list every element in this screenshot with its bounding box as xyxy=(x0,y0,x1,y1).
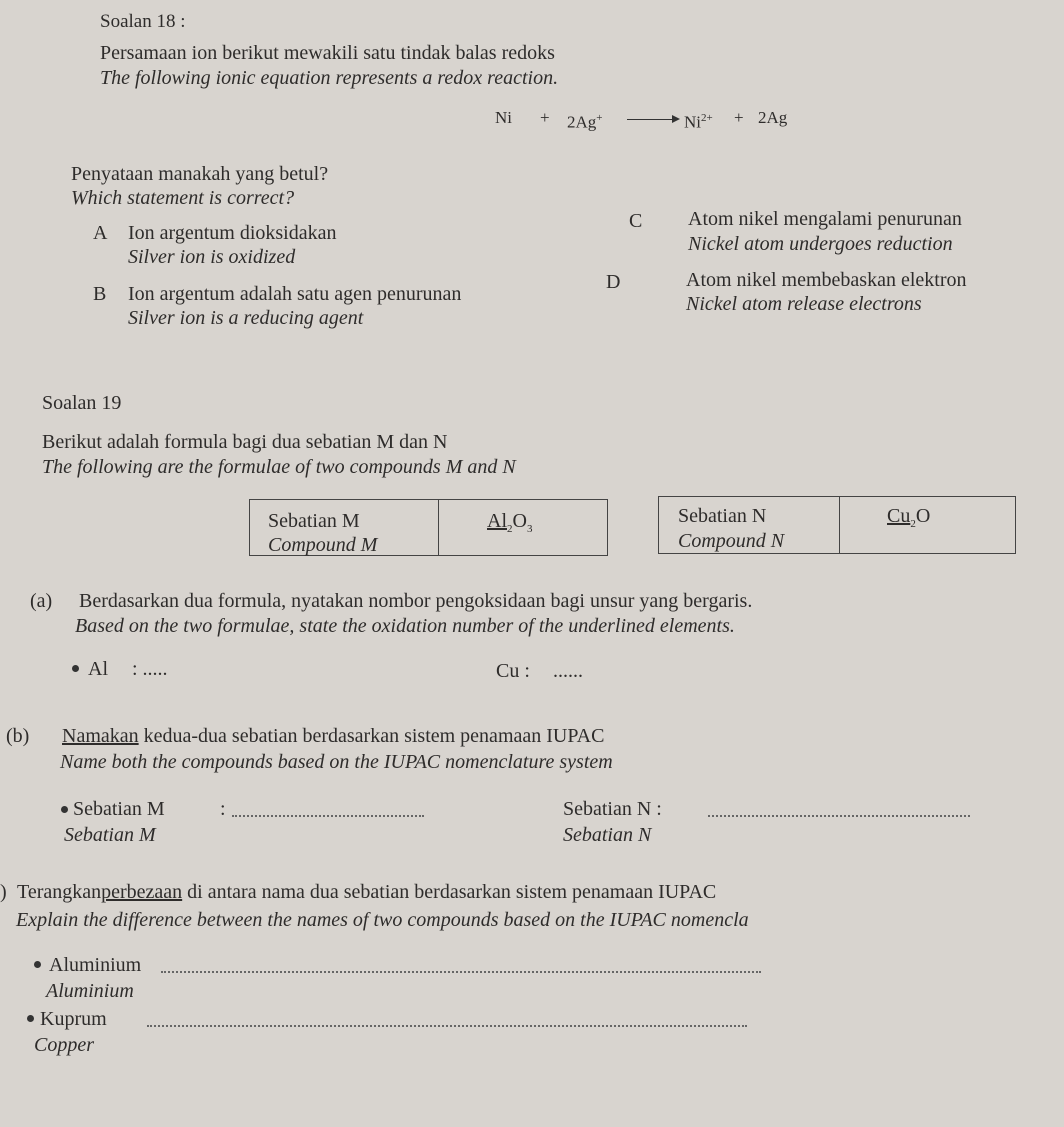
option-c-letter[interactable]: C xyxy=(629,210,643,232)
eq-product2: 2Ag xyxy=(758,108,788,127)
eq-product1: $Ni^{2+}$ xyxy=(684,112,713,132)
q18-question-ms: Penyataan manakah yang betul? xyxy=(71,163,329,185)
option-c-ms: Atom nikel mengalami penurunan xyxy=(688,208,962,230)
q18-title: Soalan 18 : xyxy=(100,11,186,32)
part-c-ms: Terangkanperbezaan di antara nama dua sebatian berdasarkan sistem penamaan IUPAC xyxy=(17,881,717,903)
part-b-n-answer-line[interactable] xyxy=(708,815,970,817)
part-b-number: (b) xyxy=(6,725,30,747)
option-a-ms: Ion argentum dioksidakan xyxy=(128,222,337,244)
q19-stem-ms: Berikut adalah formula bagi dua sebatian M dan N xyxy=(42,431,448,453)
option-a-letter[interactable]: A xyxy=(93,222,108,244)
part-a-ms: Berdasarkan dua formula, nyatakan nombor pengoksidaan bagi unsur yang bergaris. xyxy=(79,590,753,612)
q18-question-en: Which statement is correct? xyxy=(71,187,295,209)
option-c-en: Nickel atom undergoes reduction xyxy=(688,233,953,255)
q18-stem-en: The following ionic equation represents a redox reaction. xyxy=(100,67,559,89)
part-c-item2-answer-line[interactable] xyxy=(147,1025,747,1027)
part-a-cu-answer[interactable]: ...... xyxy=(553,660,583,682)
table-n-formula: $Cu_2O$ xyxy=(887,505,931,530)
reaction-arrow-head xyxy=(672,115,680,123)
option-b-letter[interactable]: B xyxy=(93,283,107,305)
table-n-label-en: Compound N xyxy=(678,530,785,552)
q19-title: Soalan 19 xyxy=(42,392,122,414)
table-m-divider xyxy=(438,499,439,556)
option-d-ms: Atom nikel membebaskan elektron xyxy=(686,269,967,291)
table-n-label-ms: Sebatian N xyxy=(678,505,767,527)
reaction-arrow-line xyxy=(627,119,673,120)
table-m-label-ms: Sebatian M xyxy=(268,510,360,532)
part-b-n-label: Sebatian N : xyxy=(563,798,662,820)
part-b-en: Name both the compounds based on the IUPAC nomenclature system xyxy=(60,751,613,773)
table-m-label-en: Compound M xyxy=(268,534,378,556)
q19-stem-en: The following are the formulae of two compounds M and N xyxy=(42,456,516,478)
table-n-divider xyxy=(839,496,840,554)
option-b-ms: Ion argentum adalah satu agen penurunan xyxy=(128,283,462,305)
part-b-n-en: Sebatian N xyxy=(563,824,652,846)
part-c-number: ) xyxy=(0,881,7,903)
part-a-cu-label: Cu : xyxy=(496,660,530,682)
part-c-en: Explain the difference between the names of two compounds based on the IUPAC nomencla xyxy=(16,909,749,931)
bullet-al xyxy=(72,665,79,672)
bullet-aluminium xyxy=(34,961,41,968)
q18-stem-ms: Persamaan ion berikut mewakili satu tindak balas redoks xyxy=(100,42,555,64)
part-c-item1-ms: Aluminium xyxy=(49,954,142,976)
part-a-en: Based on the two formulae, state the oxidation number of the underlined elements. xyxy=(75,615,735,637)
part-c-item2-en: Copper xyxy=(34,1034,94,1056)
part-c-item1-answer-line[interactable] xyxy=(161,971,761,973)
option-b-en: Silver ion is a reducing agent xyxy=(128,307,364,329)
eq-plus1: + xyxy=(540,108,550,127)
part-a-al-label: Al xyxy=(88,658,108,680)
part-b-m-label: Sebatian M xyxy=(73,798,165,820)
option-d-letter[interactable]: D xyxy=(606,271,621,293)
part-c-item1-en: Aluminium xyxy=(46,980,134,1002)
eq-reactant2: 2Ag+ xyxy=(567,112,603,132)
bullet-m xyxy=(61,806,68,813)
part-a-al-answer[interactable]: : ..... xyxy=(132,658,168,680)
eq-reactant1: Ni xyxy=(495,108,512,127)
part-c-item2-ms: Kuprum xyxy=(40,1008,107,1030)
bullet-kuprum xyxy=(27,1015,34,1022)
eq-plus2: + xyxy=(734,108,744,127)
part-b-ms: Namakan kedua-dua sebatian berdasarkan sistem penamaan IUPAC xyxy=(62,725,605,747)
part-a-number: (a) xyxy=(30,590,53,612)
part-b-m-answer-line[interactable] xyxy=(232,815,424,817)
table-m-formula: $Al_2O_3$ xyxy=(487,510,533,535)
part-b-m-en: Sebatian M xyxy=(64,824,156,846)
option-d-en: Nickel atom release electrons xyxy=(686,293,922,315)
option-a-en: Silver ion is oxidized xyxy=(128,246,296,268)
part-b-m-colon: : xyxy=(220,798,226,820)
